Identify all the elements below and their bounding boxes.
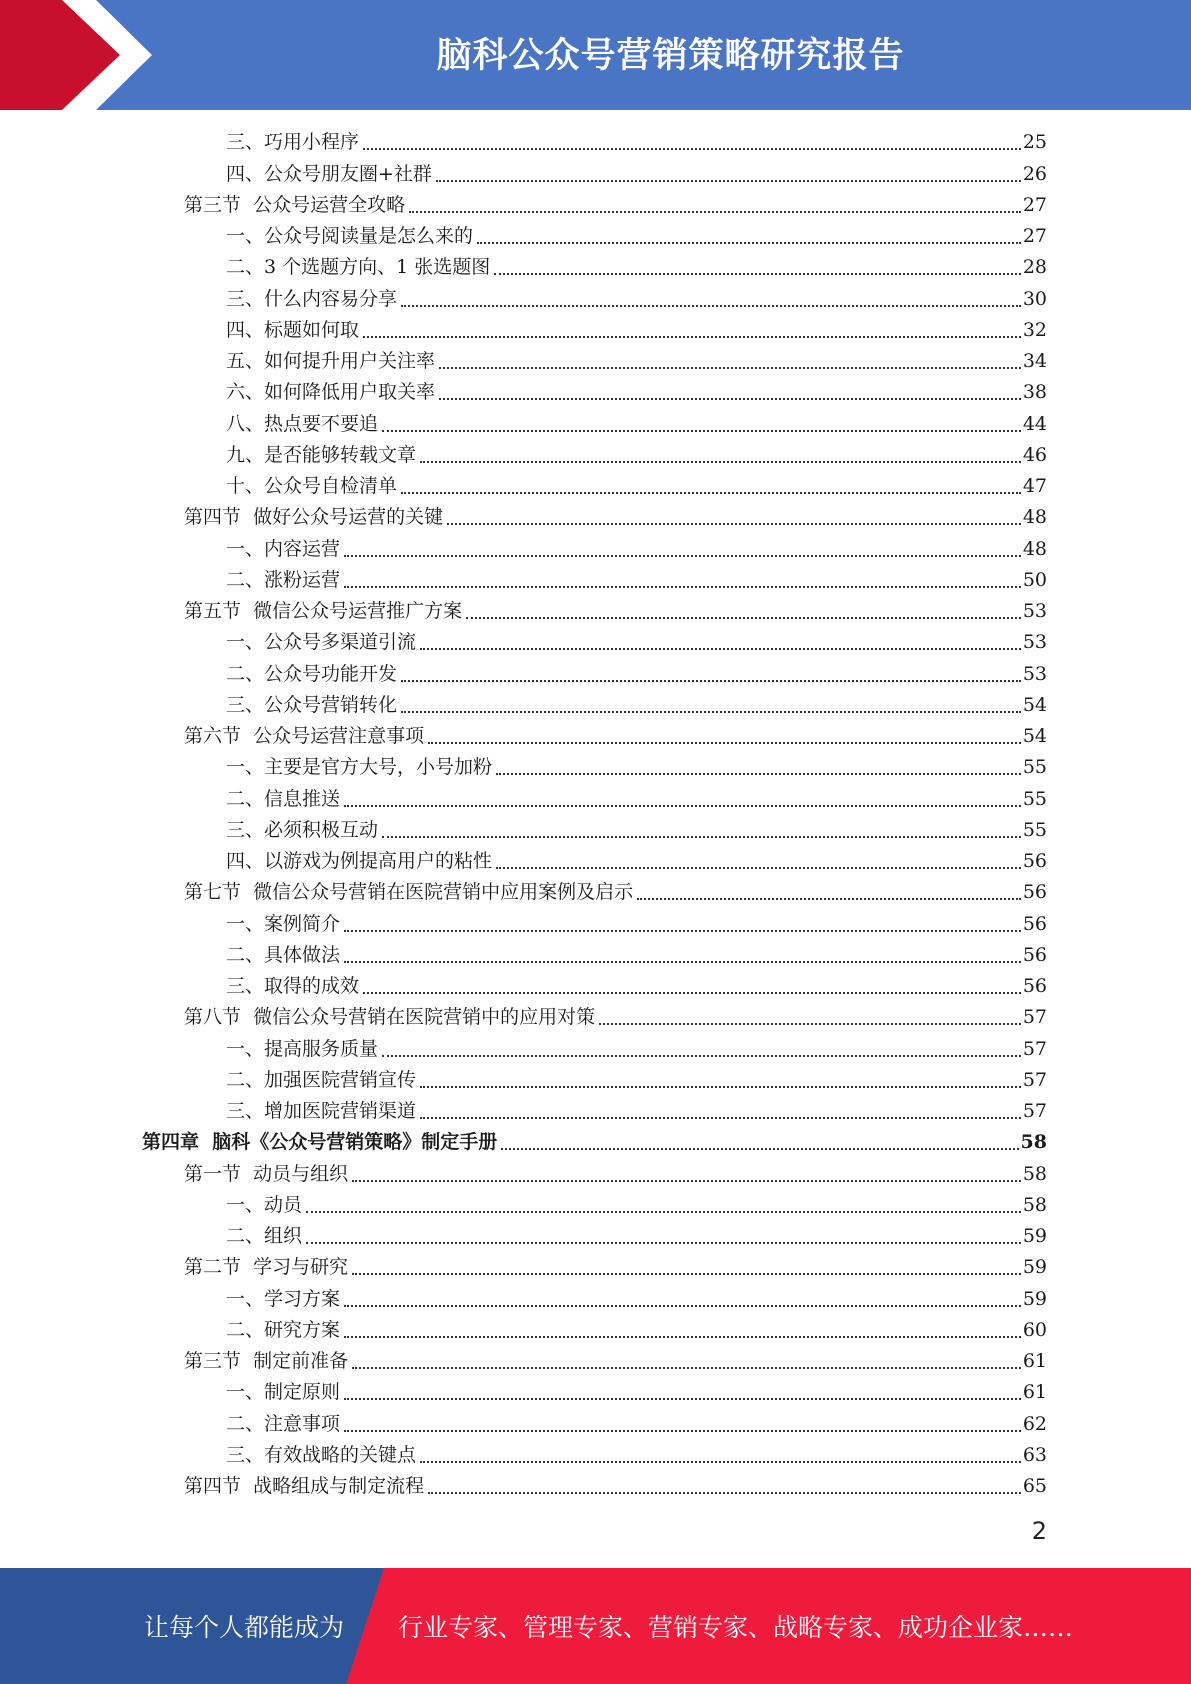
toc-entry-page: 57 (1022, 1068, 1047, 1091)
toc-entry-label: 一、提高服务质量 (226, 1037, 379, 1060)
toc-entry[interactable] (0, 1221, 1191, 1252)
toc-dot-leader (344, 960, 1021, 963)
toc-dot-leader (382, 835, 1021, 838)
toc-dot-leader (439, 366, 1021, 369)
page-footer (0, 1568, 1191, 1684)
toc-entry-page: 54 (1022, 725, 1047, 747)
toc-entry-page: 59 (1022, 1256, 1047, 1279)
toc-entry[interactable] (0, 783, 1191, 814)
toc-entry[interactable] (0, 752, 1191, 783)
toc-dot-leader (352, 1179, 1021, 1182)
toc-entry-page: 27 (1022, 193, 1047, 216)
toc-dot-leader (637, 897, 1021, 900)
toc-entry[interactable] (0, 471, 1191, 502)
toc-entry-label: 三、有效战略的关键点 (226, 1443, 417, 1466)
toc-entry[interactable] (0, 658, 1191, 689)
toc-entry-page: 56 (1022, 912, 1047, 935)
toc-entry-label: 第三节 制定前准备 (184, 1350, 349, 1372)
toc-entry[interactable] (0, 221, 1191, 252)
toc-entry-page: 48 (1022, 537, 1047, 560)
toc-entry[interactable] (0, 252, 1191, 283)
toc-entry-label: 第二节 学习与研究 (184, 1256, 349, 1279)
toc-entry-page: 48 (1022, 506, 1047, 529)
toc-dot-leader (363, 991, 1021, 994)
toc-entry[interactable] (0, 1346, 1191, 1377)
toc-entry-page: 57 (1022, 1100, 1047, 1122)
toc-entry-page: 53 (1022, 631, 1047, 654)
toc-dot-leader (409, 210, 1021, 213)
toc-dot-leader (363, 147, 1021, 150)
toc-entry[interactable] (0, 1283, 1191, 1314)
toc-entry[interactable] (0, 190, 1191, 221)
toc-dot-leader (420, 1460, 1021, 1463)
toc-entry-label: 二、涨粉运营 (226, 568, 341, 591)
toc-entry-page: 32 (1022, 318, 1047, 341)
toc-entry-page: 58 (1022, 1162, 1047, 1185)
table-of-contents (0, 127, 1191, 1502)
toc-entry-label: 二、公众号功能开发 (226, 662, 398, 685)
toc-dot-leader (363, 335, 1021, 338)
toc-entry[interactable] (0, 721, 1191, 752)
toc-dot-leader (344, 804, 1021, 807)
toc-entry-page: 34 (1022, 350, 1047, 372)
toc-entry[interactable] (0, 440, 1191, 471)
toc-entry-page: 44 (1022, 412, 1047, 435)
toc-entry-label: 一、主要是官方大号，小号加粉 (226, 756, 493, 779)
toc-entry-label: 二、研究方案 (226, 1318, 341, 1341)
toc-entry[interactable] (0, 1377, 1191, 1408)
toc-entry[interactable] (0, 1002, 1191, 1033)
toc-entry-label: 三、必须积极互动 (226, 818, 379, 841)
toc-entry-page: 56 (1022, 850, 1047, 872)
toc-entry[interactable] (0, 408, 1191, 439)
toc-entry-label: 一、动员 (226, 1193, 303, 1216)
toc-entry-label: 第四节 战略组成与制定流程 (184, 1475, 425, 1497)
toc-entry-label: 二、信息推送 (226, 787, 341, 810)
toc-entry[interactable] (0, 596, 1191, 627)
toc-entry-page: 56 (1022, 975, 1047, 997)
toc-dot-leader (494, 272, 1021, 275)
toc-entry-label: 三、什么内容易分享 (226, 287, 398, 310)
toc-entry-label: 一、制定原则 (226, 1381, 341, 1404)
toc-entry-page: 62 (1022, 1412, 1047, 1435)
toc-entry-label: 第一节 动员与组织 (184, 1162, 349, 1185)
toc-entry-page: 30 (1022, 287, 1047, 310)
toc-entry[interactable] (0, 1127, 1191, 1158)
toc-entry-label: 四、公众号朋友圈+社群 (226, 162, 432, 185)
toc-dot-leader (428, 1491, 1021, 1494)
toc-entry[interactable] (0, 690, 1191, 721)
toc-entry-page: 53 (1022, 662, 1047, 685)
toc-dot-leader (496, 772, 1021, 775)
toc-entry[interactable] (0, 283, 1191, 314)
toc-entry[interactable] (0, 1471, 1191, 1502)
toc-entry[interactable] (0, 627, 1191, 658)
toc-entry-page: 25 (1022, 131, 1047, 154)
toc-entry[interactable] (0, 1065, 1191, 1096)
toc-entry-label: 五、如何提升用户关注率 (226, 350, 436, 372)
toc-entry[interactable] (0, 158, 1191, 189)
toc-entry-label: 四、标题如何取 (226, 318, 360, 341)
toc-entry[interactable] (0, 846, 1191, 877)
toc-dot-leader (439, 397, 1021, 400)
toc-dot-leader (436, 179, 1021, 182)
toc-dot-leader (428, 741, 1021, 744)
toc-entry-page: 57 (1022, 1037, 1047, 1060)
toc-entry-label: 第四节 做好公众号运营的关键 (184, 506, 444, 529)
toc-entry-page: 55 (1022, 787, 1047, 810)
toc-entry[interactable] (0, 971, 1191, 1002)
toc-dot-leader (344, 585, 1021, 588)
toc-entry[interactable] (0, 346, 1191, 377)
toc-entry-page: 38 (1022, 381, 1047, 404)
toc-dot-leader (306, 1241, 1021, 1244)
toc-dot-leader (466, 616, 1021, 619)
toc-entry-page: 54 (1022, 693, 1047, 716)
toc-dot-leader (501, 1147, 1018, 1150)
toc-entry-page: 61 (1022, 1350, 1047, 1372)
toc-entry-page: 57 (1022, 1006, 1047, 1029)
toc-entry[interactable] (0, 908, 1191, 939)
toc-entry[interactable] (0, 815, 1191, 846)
toc-entry-page: 65 (1022, 1475, 1047, 1497)
page-header (0, 0, 1191, 110)
toc-entry-page: 63 (1022, 1443, 1047, 1466)
toc-entry-label: 第八节 微信公众号营销在医院营销中的应用对策 (184, 1006, 596, 1029)
toc-entry[interactable] (0, 1315, 1191, 1346)
toc-entry-label: 第三节 公众号运营全攻略 (184, 193, 406, 216)
toc-entry-page: 53 (1022, 600, 1047, 622)
toc-entry-label: 二、组织 (226, 1225, 303, 1247)
toc-entry-page: 28 (1022, 256, 1047, 279)
toc-entry[interactable] (0, 1252, 1191, 1283)
toc-entry-label: 三、巧用小程序 (226, 131, 360, 154)
toc-entry-label: 八、热点要不要追 (226, 412, 379, 435)
toc-dot-leader (344, 1397, 1021, 1400)
toc-entry-page: 56 (1022, 943, 1047, 966)
toc-dot-leader (420, 1116, 1021, 1119)
toc-entry-page: 27 (1022, 225, 1047, 247)
toc-dot-leader (344, 929, 1021, 932)
toc-entry[interactable] (0, 1096, 1191, 1127)
toc-entry-page: 50 (1022, 568, 1047, 591)
toc-dot-leader (420, 460, 1021, 463)
toc-entry-label: 一、案例简介 (226, 912, 341, 935)
toc-entry-label: 三、增加医院营销渠道 (226, 1100, 417, 1122)
toc-dot-leader (401, 679, 1021, 682)
toc-entry-label: 第七节 微信公众号营销在医院营销中应用案例及启示 (184, 881, 634, 904)
toc-dot-leader (344, 554, 1021, 557)
toc-entry[interactable] (0, 1033, 1191, 1064)
toc-entry[interactable] (0, 377, 1191, 408)
toc-dot-leader (306, 1210, 1021, 1213)
toc-entry[interactable] (0, 315, 1191, 346)
toc-entry-page: 55 (1022, 756, 1047, 779)
toc-entry-page: 59 (1022, 1225, 1047, 1247)
toc-entry-label: 第五节 微信公众号运营推广方案 (184, 600, 463, 622)
toc-dot-leader (447, 522, 1021, 525)
toc-entry-page: 58 (1022, 1193, 1047, 1216)
toc-dot-leader (344, 1335, 1021, 1338)
toc-dot-leader (352, 1272, 1021, 1275)
toc-entry-page: 61 (1022, 1381, 1047, 1404)
footer-slogan-left: 让每个人都能成为 (144, 1613, 345, 1642)
document-title: 脑科公众号营销策略研究报告 (436, 36, 905, 76)
toc-dot-leader (420, 647, 1021, 650)
toc-dot-leader (401, 491, 1021, 494)
toc-entry-label: 一、公众号多渠道引流 (226, 631, 417, 654)
toc-entry-label: 九、是否能够转载文章 (226, 443, 417, 466)
toc-entry-page: 56 (1022, 881, 1047, 904)
toc-entry[interactable] (0, 533, 1191, 564)
toc-entry-label: 十、公众号自检清单 (226, 475, 398, 497)
toc-entry-label: 四、以游戏为例提高用户的粘性 (226, 850, 493, 872)
toc-entry-label: 二、加强医院营销宣传 (226, 1068, 417, 1091)
toc-dot-leader (344, 1304, 1021, 1307)
toc-dot-leader (401, 304, 1021, 307)
toc-dot-leader (352, 1366, 1021, 1369)
toc-entry-label: 二、具体做法 (226, 943, 341, 966)
toc-entry-page: 26 (1022, 162, 1047, 185)
footer-slogan-right: 行业专家、管理专家、营销专家、战略专家、成功企业家…… (398, 1613, 1074, 1642)
toc-entry-page: 47 (1022, 475, 1047, 497)
toc-entry-label: 六、如何降低用户取关率 (226, 381, 436, 404)
toc-dot-leader (477, 241, 1021, 244)
toc-entry[interactable] (0, 1190, 1191, 1221)
toc-entry[interactable] (0, 127, 1191, 158)
toc-entry-label: 第六节 公众号运营注意事项 (184, 725, 425, 747)
toc-entry-label: 三、公众号营销转化 (226, 693, 398, 716)
toc-dot-leader (344, 1429, 1021, 1432)
toc-entry-label: 一、公众号阅读量是怎么来的 (226, 225, 474, 247)
toc-entry[interactable] (0, 940, 1191, 971)
toc-entry-page: 58 (1020, 1131, 1047, 1154)
toc-entry[interactable] (0, 502, 1191, 533)
toc-entry-page: 55 (1022, 818, 1047, 841)
toc-entry-label: 二、注意事项 (226, 1412, 341, 1435)
toc-entry[interactable] (0, 1408, 1191, 1439)
toc-dot-leader (382, 1054, 1021, 1057)
toc-entry-label: 第四章 脑科《公众号营销策略》制定手册 (142, 1131, 498, 1154)
toc-entry-page: 46 (1022, 443, 1047, 466)
toc-entry-label: 二、3 个选题方向、1 张选题图 (226, 256, 491, 279)
toc-entry[interactable] (0, 565, 1191, 596)
toc-entry-label: 三、取得的成效 (226, 975, 360, 997)
toc-dot-leader (496, 866, 1021, 869)
toc-dot-leader (420, 1085, 1021, 1088)
toc-entry[interactable] (0, 877, 1191, 908)
toc-entry-label: 一、学习方案 (226, 1287, 341, 1310)
toc-entry-page: 59 (1022, 1287, 1047, 1310)
page-number: 2 (1031, 1517, 1047, 1545)
toc-dot-leader (401, 710, 1021, 713)
toc-entry[interactable] (0, 1440, 1191, 1471)
toc-entry[interactable] (0, 1158, 1191, 1189)
toc-entry-label: 一、内容运营 (226, 537, 341, 560)
toc-dot-leader (382, 429, 1021, 432)
toc-dot-leader (599, 1022, 1021, 1025)
toc-entry-page: 60 (1022, 1318, 1047, 1341)
